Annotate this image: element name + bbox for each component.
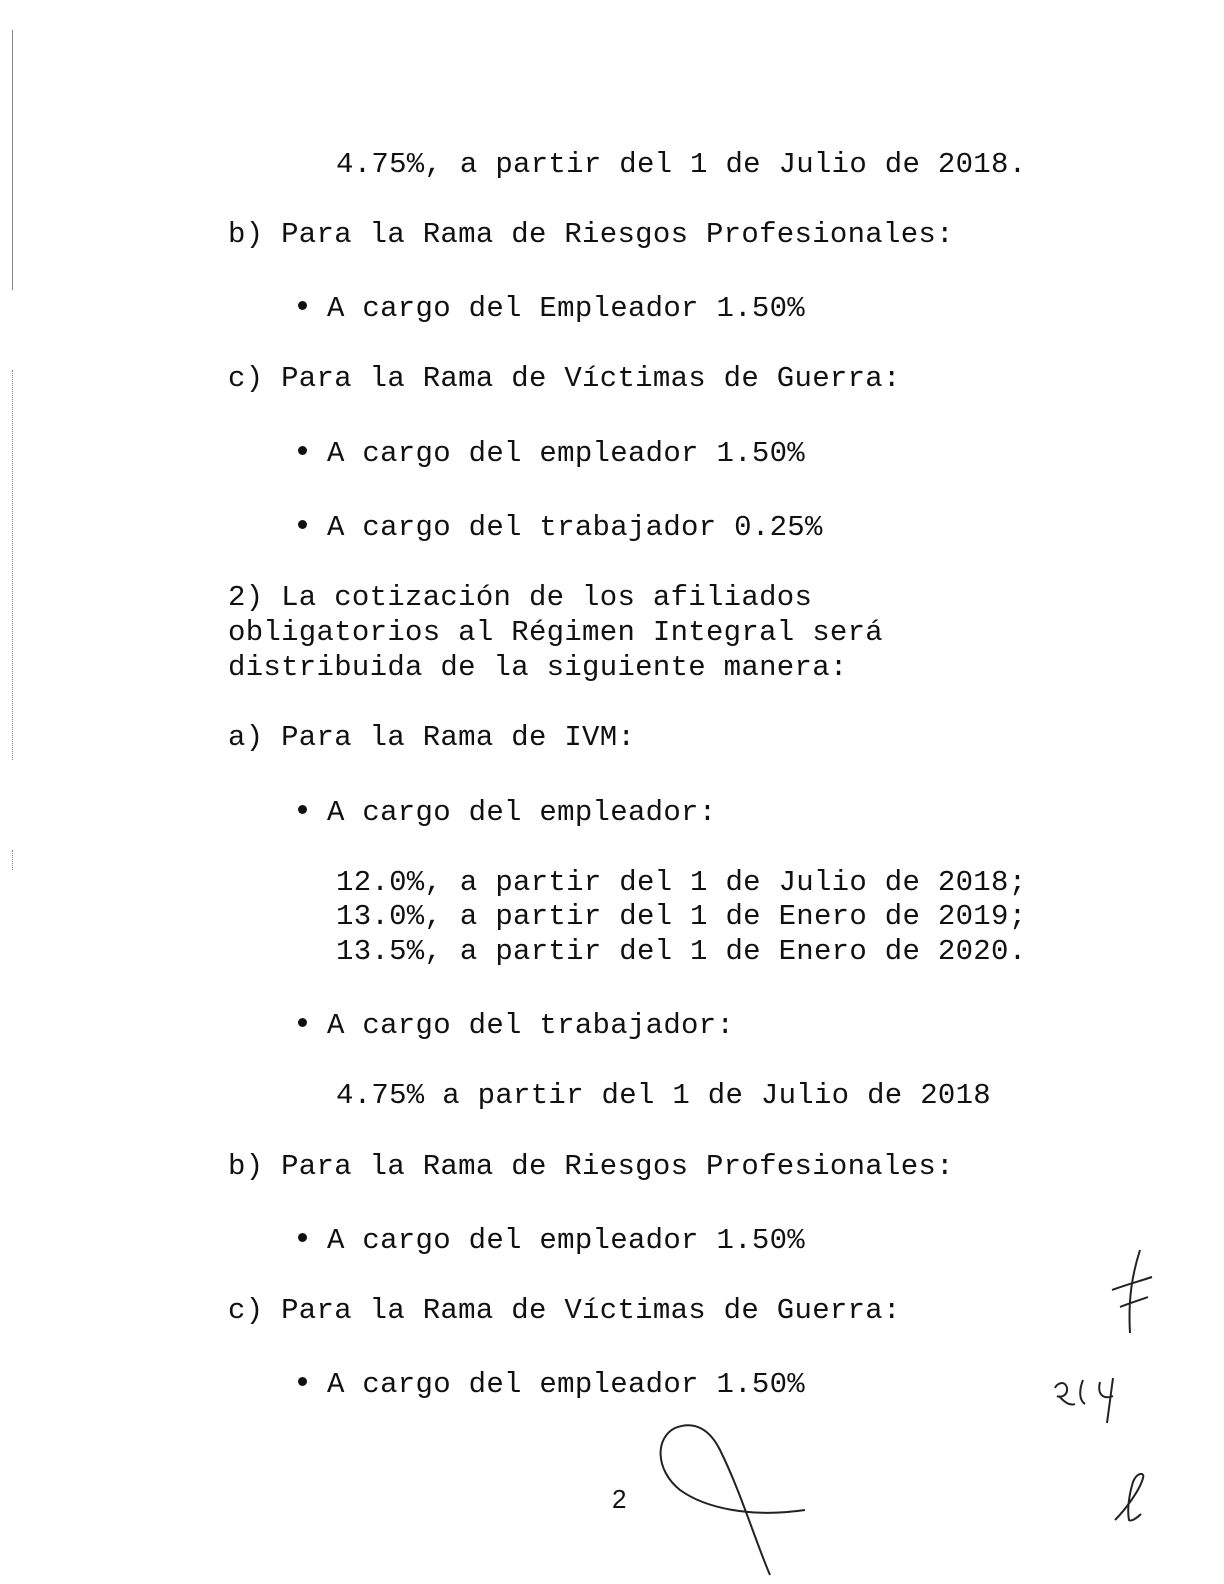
bullet-item: A cargo del trabajador 0.25%: [298, 511, 823, 545]
bullet-icon: [298, 1018, 307, 1027]
margin-line: [12, 850, 13, 870]
initial-mark-icon: [1105, 1470, 1155, 1525]
paragraph-line: 2) La cotización de los afiliados: [228, 581, 813, 614]
bullet-item: A cargo del trabajador:: [298, 1009, 734, 1043]
bullet-icon: [298, 1233, 307, 1242]
text-line: 12.0%, a partir del 1 de Julio de 2018;: [336, 866, 1027, 899]
text-line: 13.5%, a partir del 1 de Enero de 2020.: [336, 935, 1027, 968]
text-line: 4.75%, a partir del 1 de Julio de 2018.: [336, 148, 1027, 181]
margin-line: [12, 30, 13, 290]
paragraph-line: distribuida de la siguiente manera:: [228, 651, 848, 684]
bullet-item: A cargo del empleador 1.50%: [298, 1224, 805, 1258]
bullet-item: A cargo del Empleador 1.50%: [298, 292, 805, 326]
bullet-icon: [298, 805, 307, 814]
bullet-item: A cargo del empleador 1.50%: [298, 1368, 805, 1402]
bullet-icon: [298, 446, 307, 455]
handwritten-initials-icon: [1045, 1368, 1135, 1428]
initial-mark-icon: [1100, 1245, 1160, 1340]
section-heading: b) Para la Rama de Riesgos Profesionales:: [228, 1150, 954, 1183]
bullet-icon: [298, 1377, 307, 1386]
section-heading: c) Para la Rama de Víctimas de Guerra:: [228, 1294, 901, 1327]
section-heading: a) Para la Rama de IVM:: [228, 721, 636, 754]
bullet-item: A cargo del empleador 1.50%: [298, 437, 805, 471]
bullet-icon: [298, 520, 307, 529]
page-number: 2: [612, 1484, 627, 1514]
bullet-icon: [298, 301, 307, 310]
section-heading: b) Para la Rama de Riesgos Profesionales:: [228, 218, 954, 251]
bullet-item: A cargo del empleador:: [298, 796, 716, 830]
text-line: 13.0%, a partir del 1 de Enero de 2019;: [336, 900, 1027, 933]
signature-icon: [640, 1410, 820, 1580]
section-heading: c) Para la Rama de Víctimas de Guerra:: [228, 362, 901, 395]
paragraph-line: obligatorios al Régimen Integral será: [228, 616, 884, 649]
margin-line: [12, 370, 13, 760]
text-line: 4.75% a partir del 1 de Julio de 2018: [336, 1079, 992, 1112]
